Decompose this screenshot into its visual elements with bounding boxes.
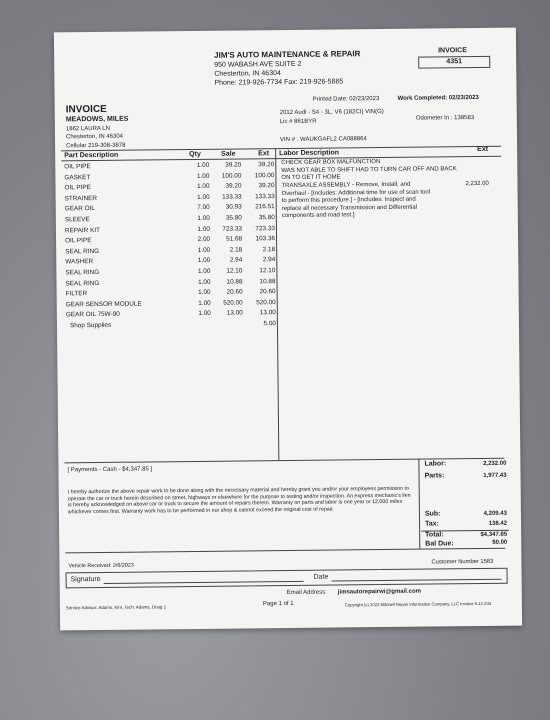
part-qty: 1.00 — [197, 225, 210, 233]
customer-phone: Cellular 219-308-3878 — [66, 142, 126, 150]
totals-parts: 1,977.43 — [483, 472, 507, 479]
invoice-box-label: INVOICE — [438, 47, 467, 55]
customer-street: 1862 LAURA LN — [65, 125, 110, 133]
part-sale: 133.33 — [222, 193, 242, 201]
part-ext: 10.88 — [259, 277, 276, 285]
totals-sub: 4,209.43 — [483, 510, 507, 517]
part-ext: 39.20 — [258, 182, 275, 190]
parts-header-sale: Sale — [221, 150, 236, 158]
part-qty: 1.00 — [197, 193, 210, 201]
totals-tax: 138.42 — [488, 520, 508, 527]
payments: [ Payments - Cash - $4,347.85 ] — [67, 466, 153, 474]
vehicle-lic: Lic # 861BYR — [279, 118, 317, 126]
part-sale: 723.33 — [222, 225, 242, 233]
bottom-section-rule — [65, 548, 505, 554]
part-desc: SEAL RING — [65, 268, 100, 277]
part-ext: 13.00 — [259, 309, 276, 317]
shop-city: Chesterton, IN 46304 — [214, 70, 281, 78]
part-ext: 216.51 — [255, 203, 275, 211]
part-qty: 1.00 — [197, 246, 211, 254]
part-qty: 1.00 — [197, 183, 210, 191]
printed-date: Printed Date: 02/23/2023 — [312, 96, 380, 103]
shop-phone: Phone: 219-926-7734 Fax: 219-926-5885 — [214, 78, 344, 87]
part-sale: 20.60 — [226, 288, 243, 296]
vehicle-odometer: Odometer In : 138583 — [415, 115, 475, 122]
vehicle-desc: 2012 Audi - S4 - 3L, V6 (182CI) VIN(G) — [279, 108, 384, 117]
part-desc: SEAL RING — [65, 279, 100, 287]
signature-box — [66, 568, 508, 589]
work-completed: Work Completed: 02/23/2023 — [397, 94, 479, 102]
part-desc: SEAL RING — [65, 247, 100, 256]
shop-address: 950 WABASH AVE SUITE 2 — [214, 60, 302, 69]
part-qty: 1.00 — [196, 172, 210, 180]
email-label: Email Address: — [286, 589, 327, 597]
footer-copyright: Copyright (c) 2023 Mitchell Repair Information Company, LLC Invoice 5.12.23d — [344, 600, 492, 608]
part-qty: 1.00 — [197, 214, 210, 222]
part-qty: 1.00 — [198, 310, 211, 318]
part-ext: 2.94 — [262, 256, 276, 264]
parts-header-ext: Ext — [258, 150, 270, 158]
part-qty: 1.00 — [198, 288, 211, 297]
signature-label: Signature — [70, 575, 101, 584]
email-value: jimsautorepairwi@gmail.com — [337, 588, 422, 596]
part-desc: GEAR OIL — [64, 205, 95, 213]
labor-operation: TRANSAXLE ASSEMBLY - Remove, Install, and Overhaul - [Includes: Additional time for use of scan tool to perform this procedure.] - [Includes: Inspect and replace all necessary Transmission and Differential components and road test.] — [281, 181, 431, 220]
invoice-number: 4351 — [446, 58, 463, 66]
part-desc: FILTER — [65, 290, 88, 298]
part-sale: 39.20 — [225, 182, 242, 190]
part-desc: OIL PIPE — [64, 163, 91, 171]
customer-name: MEADOWS, MILES — [65, 115, 129, 124]
part-sale: 12.10 — [226, 267, 243, 275]
shop-supplies-label: Shop Supplies — [69, 321, 112, 330]
part-qty: 1.00 — [197, 257, 211, 265]
part-sale: 30.93 — [225, 203, 242, 212]
parts-header-desc: Part Description — [64, 151, 119, 160]
part-ext: 35.80 — [258, 214, 275, 222]
part-desc: OIL PIPE — [64, 184, 91, 192]
labor-complaint: CHECK GEAR BOX MALFUNCTION WAS NOT ABLE TO SHIFT HAD TO TURN CAR OFF AND BACK ON TO GET IT HOME — [281, 159, 457, 182]
part-desc: GASKET — [64, 173, 91, 181]
footer-staff: Service Advisor: Adams, Kim, Tech: Adams, Doug 1 — [65, 604, 167, 611]
part-ext: 39.20 — [258, 161, 275, 169]
part-qty: 1.00 — [197, 267, 211, 275]
invoice-number-box — [418, 56, 490, 69]
part-desc: SLEEVE — [64, 216, 90, 224]
labor-operation-ext: 2,232.00 — [465, 180, 489, 188]
part-sale: 10.88 — [226, 278, 243, 286]
part-ext: 12.10 — [259, 267, 276, 275]
part-desc: GEAR OIL 75W-90 — [65, 311, 120, 319]
part-ext: 20.60 — [259, 288, 276, 296]
customer-number: Customer Number 1583 — [431, 558, 494, 566]
totals-total: $4,347.85 — [480, 531, 508, 538]
part-desc: GEAR SENSOR MODULE — [65, 300, 142, 309]
part-ext: 103.36 — [255, 235, 276, 243]
part-ext: 520.00 — [256, 298, 276, 307]
part-ext: 2.18 — [262, 245, 276, 254]
part-ext: 100.00 — [254, 171, 275, 179]
part-desc: OIL PIPE — [65, 237, 92, 245]
part-qty: 1.00 — [196, 161, 210, 169]
part-ext: 133.33 — [255, 192, 275, 201]
totals-parts-label: Parts: — [424, 472, 445, 480]
part-sale: 2.94 — [229, 256, 243, 264]
part-sale: 39.20 — [225, 161, 242, 169]
totals-labor: 2,232.00 — [483, 460, 507, 467]
part-qty: 1.00 — [198, 278, 211, 286]
part-qty: 7.00 — [197, 204, 210, 212]
part-sale: 13.00 — [226, 309, 243, 318]
totals-baldue-label: Bal Due: — [425, 540, 454, 548]
totals-baldue: $0.00 — [492, 539, 508, 546]
footer-page: Page 1 of 1 — [262, 600, 294, 608]
part-desc: REPAIR KIT — [64, 226, 101, 234]
totals-sub-label: Sub: — [424, 510, 441, 518]
invoice-title: INVOICE — [65, 103, 107, 116]
totals-tax-label: Tax: — [425, 520, 439, 528]
part-desc: WASHER — [65, 258, 94, 266]
customer-city: Chesterton, IN 46304 — [65, 133, 124, 141]
part-sale: 51.68 — [226, 235, 243, 243]
invoice-paper — [54, 28, 522, 631]
totals-total-label: Total: — [425, 531, 444, 539]
totals-labor-label: Labor: — [424, 460, 447, 468]
part-sale: 35.80 — [225, 214, 242, 222]
part-qty: 2.00 — [197, 235, 211, 244]
part-sale: 520.00 — [223, 299, 243, 307]
parts-header-qty: Qty — [189, 150, 201, 159]
labor-header-desc: Labor Description — [279, 149, 340, 158]
shop-name: JIM'S AUTO MAINTENANCE & REPAIR — [214, 49, 361, 60]
vehicle-vin: VIN # : WAUKGAFL2 CA088864 — [279, 136, 367, 144]
part-sale: 100.00 — [221, 172, 242, 180]
authorization-text: I hereby authorize the above repair work to be done along with the necessary material and hereby grant you and/or your employees permission to operate the car or truck herein described on street, highways or elsewhere for the purpose to testing and/or inspection. An express mechanic's lien is hereby acknowledged on above car or truck to secure the amount of repairs thereto. Warranty on parts and labor is one year or 12,000 miles whichever comes first. Warranty work has to be performed in our shop & cannot exceed the original cost of repair. — [67, 485, 411, 516]
part-desc: STRAINER — [64, 194, 97, 203]
part-qty: 1.00 — [198, 299, 211, 307]
part-ext: 723.33 — [255, 224, 275, 232]
date-label: Date — [313, 573, 329, 581]
shop-supplies-ext: 5.00 — [263, 320, 276, 328]
labor-header-ext: Ext — [477, 145, 489, 154]
totals-divider — [418, 459, 420, 549]
vehicle-received: Vehicle Received: 2/6/2023 — [68, 562, 134, 570]
part-sale: 2.18 — [229, 246, 243, 254]
